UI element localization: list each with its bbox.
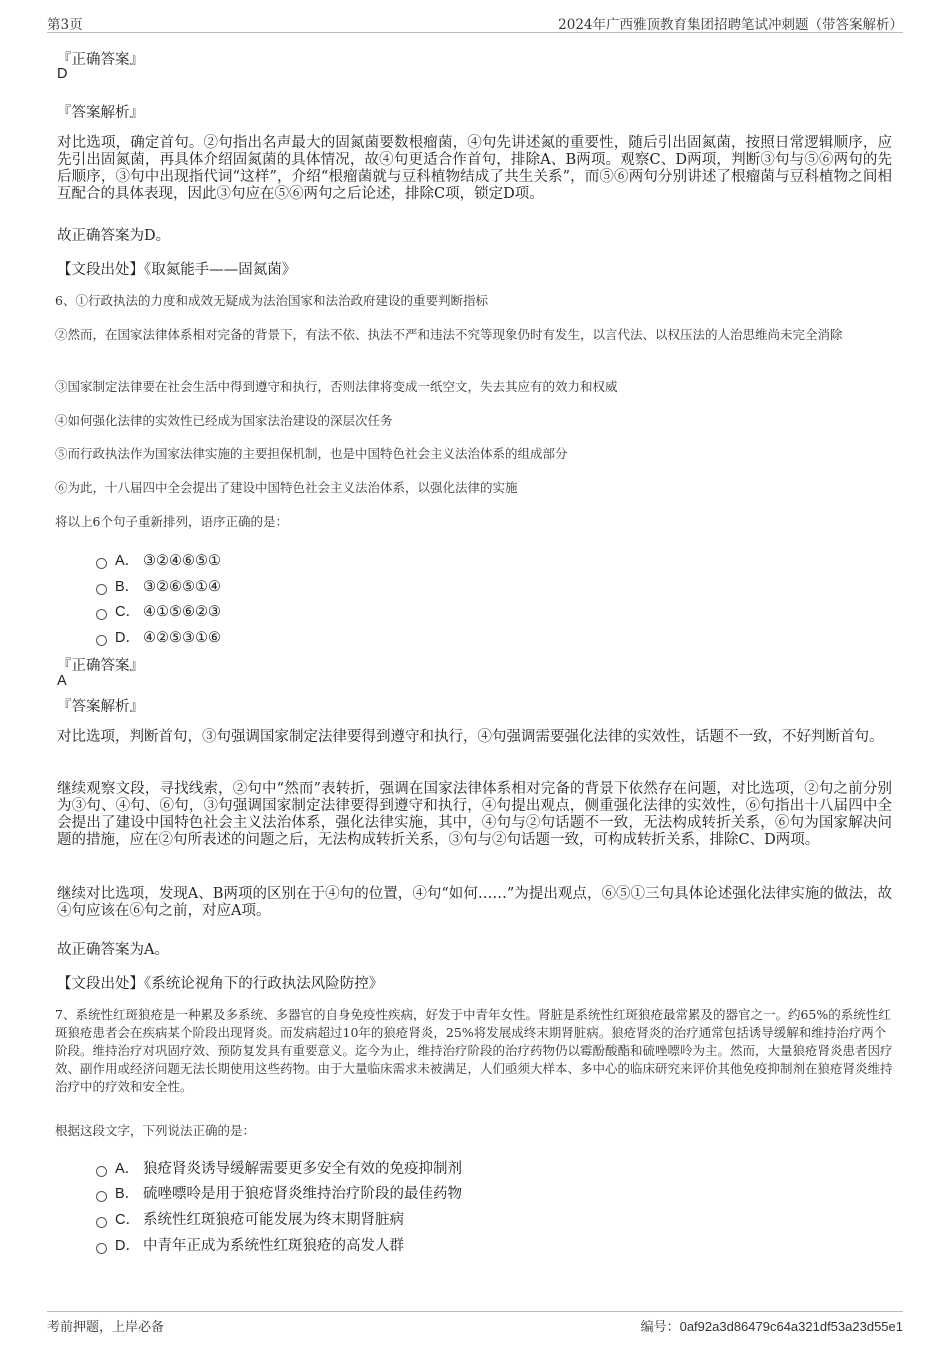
option-c[interactable] [96,600,221,618]
option-a[interactable] [96,549,221,567]
analysis-text: 对比选项，确定首句。②句指出名声最大的固氮菌要数根瘤菌，④句先讲述氮的重要性，随后引出固氮菌，按照日常逻辑顺序，应先引出固氮菌，再具体介绍固氮菌的具体情况，故④句更适合作首句，排除A、B两项。观察C、D两项，判断③句与⑤⑥两句的先后顺序，③句中出现指代词“这样”，介绍“根瘤菌就与豆科植物结成了共生关系”，而⑤⑥两句分别讲述了根瘤菌与豆科植物之间相互配合的具体表现，因此③句应在⑤⑥两句之后论述，排除C项，锁定D项。 [57,135,892,202]
option-c[interactable] [96,1208,404,1226]
radio-button[interactable] [96,1191,107,1202]
question-sentence-4: ④如何强化法律的实效性已经成为国家法治建设的深层次任务 [55,413,393,428]
question-sentence-2: ②然而，在国家法律体系相对完备的背景下，有法不依、执法不严和违法不究等现象仍时有发生，以言代法、以权压法的人治思维尚未完全消除 [55,327,843,342]
question-prompt: 根据这段文字，下列说法正确的是： [55,1123,256,1138]
option-letter: B． [115,579,140,595]
passage-source: 【文段出处】《系统论视角下的行政执法风险防控》 [57,976,384,992]
question-prompt: 将以上6个句子重新排列，语序正确的是： [55,514,288,529]
question-sentence-6: ⑥为此，十八届四中全会提出了建设中国特色社会主义法治体系，以强化法律的实施 [55,480,518,495]
option-letter: A． [115,1161,140,1177]
analysis-conclusion: 故正确答案为D。 [57,228,171,244]
answer-label: 『正确答案』 [57,658,144,674]
footer-slogan: 考前押题，上岸必备 [47,1320,165,1335]
answer-value: D [57,66,68,82]
option-text: ④②⑤③①⑥ [143,630,221,646]
analysis-label: 『答案解析』 [57,699,144,715]
radio-button[interactable] [96,635,107,646]
option-letter: A． [115,553,140,569]
option-text: ④①⑤⑥②③ [143,604,221,620]
document-title: 2024年广西雅顶教育集团招聘笔试冲刺题（带答案解析） [558,17,903,33]
analysis-label: 『答案解析』 [57,105,144,121]
option-text: 系统性红斑狼疮可能发展为终末期肾脏病 [143,1212,404,1228]
option-a[interactable] [96,1157,462,1175]
radio-button[interactable] [96,558,107,569]
question-sentence-5: ⑤而行政执法作为国家法律实施的主要担保机制，也是中国特色社会主义法治体系的组成部分 [55,446,568,461]
option-d[interactable] [96,1234,404,1252]
option-text: 中青年正成为系统性红斑狼疮的高发人群 [143,1238,404,1254]
answer-value: A [57,673,67,689]
option-letter: D． [115,630,140,646]
analysis-paragraph-3: 继续对比选项，发现A、B两项的区别在于④句的位置，④句“如何……”为提出观点，⑥⑤①三句具体论述强化法律实施的做法，故④句应该在⑥句之前，对应A项。 [57,886,892,919]
option-text: ③②⑥⑤①④ [143,579,221,595]
question-sentence-1: 6、①行政执法的力度和成效无疑成为法治国家和法治政府建设的重要判断指标 [55,293,488,308]
option-letter: D． [115,1238,140,1254]
radio-button[interactable] [96,1243,107,1254]
analysis-paragraph-1: 对比选项，判断首句，③句强调国家制定法律要得到遵守和执行，④句强调需要强化法律的实效性，话题不一致，不好判断首句。 [57,729,884,745]
option-b[interactable] [96,575,221,593]
option-letter: C． [115,604,140,620]
page-number: 第3页 [47,17,83,33]
question-sentence-3: ③国家制定法律要在社会生活中得到遵守和执行，否则法律将变成一纸空文，失去其应有的效力和权威 [55,379,618,394]
analysis-conclusion: 故正确答案为A。 [57,942,169,958]
option-b[interactable] [96,1182,462,1200]
option-letter: B． [115,1186,140,1202]
page-footer [47,1311,903,1335]
answer-label: 『正确答案』 [57,52,144,68]
option-text: ③②④⑥⑤① [143,553,221,569]
option-text: 硫唑嘌呤是用于狼疮肾炎维持治疗阶段的最佳药物 [143,1186,462,1202]
option-letter: C． [115,1212,140,1228]
page-header [47,12,903,33]
question-stem: 7、系统性红斑狼疮是一种累及多系统、多器官的自身免疫性疾病，好发于中青年女性。肾脏是系统性红斑狼疮最常累及的器官之一。约65%的系统性红斑狼疮患者会在疾病某个阶段出现肾炎。而发病超过10年的狼疮肾炎，25%将发展成终末期肾脏病。狼疮肾炎的治疗通常包括诱导缓解和维持治疗两个阶段。维持治疗对巩固疗效、预防复发具有重要意义。迄今为止，维持治疗阶段的治疗药物仍以霉酚酸酯和硫唑嘌呤为主。然而，大量狼疮肾炎患者因疗效、副作用或经济问题无法长期使用这些药物。由于大量临床需求未被满足，人们亟须大样本、多中心的临床研究来评价其他免疫抑制剂在狼疮肾炎维持治疗中的疗效和安全性。 [55,1007,893,1094]
analysis-paragraph-2: 继续观察文段，寻找线索，②句中“然而”表转折，强调在国家法律体系相对完备的背景下依然存在问题，对比选项，②句之前分别为③句、④句、⑥句，③句强调国家制定法律要得到遵守和执行，④句提出观点，侧重强化法律的实效性，⑥句指出十八届四中全会提出了建设中国特色社会主义法治体系，强化法律实施，其中，④句与②句话题不一致，无法构成转折关系，⑥句为国家解决问题的措施，应在②句所表述的问题之后，无法构成转折关系，③句与②句话题一致，可构成转折关系，排除C、D两项。 [57,781,892,848]
document-id: 编号：0af92a3d86479c64a321df53a23d55e1 [640,1319,903,1334]
option-d[interactable] [96,626,221,644]
radio-button[interactable] [96,609,107,620]
passage-source: 【文段出处】《取氮能手——固氮菌》 [57,262,297,278]
option-text: 狼疮肾炎诱导缓解需要更多安全有效的免疫抑制剂 [143,1161,462,1177]
radio-button[interactable] [96,1166,107,1177]
radio-button[interactable] [96,1217,107,1228]
radio-button[interactable] [96,584,107,595]
